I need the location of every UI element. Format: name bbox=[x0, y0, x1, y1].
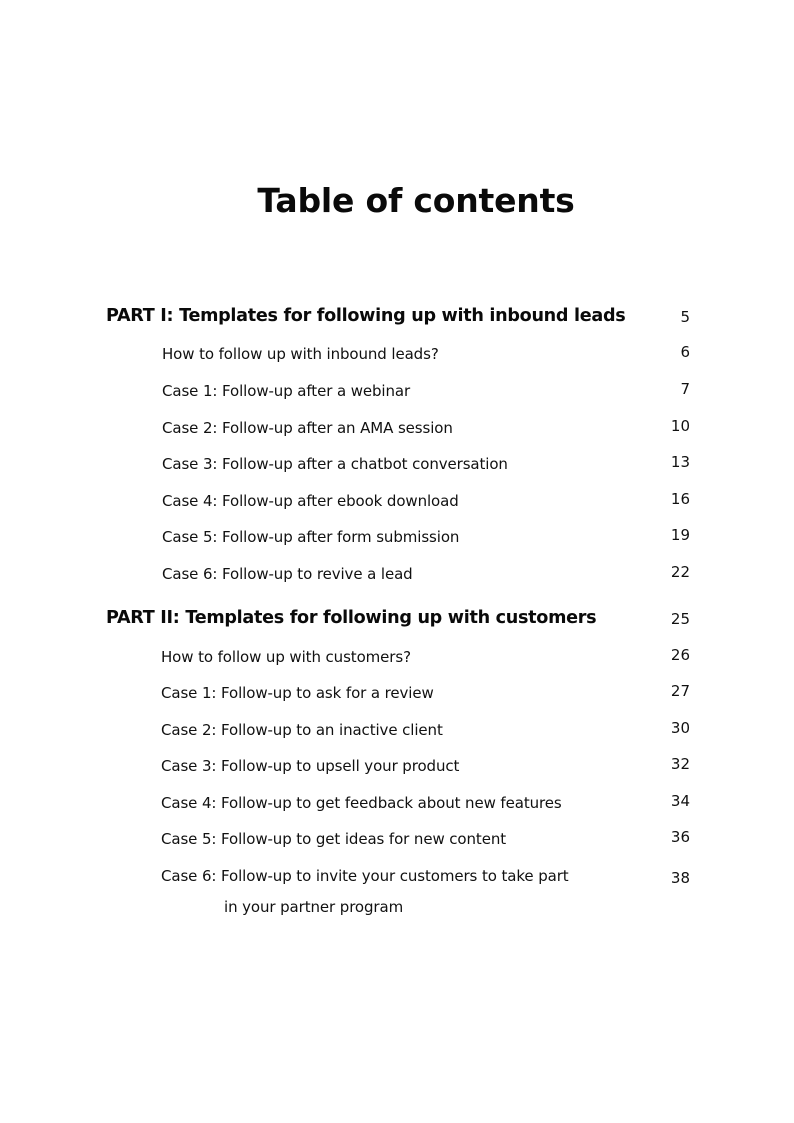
page-number: 16 bbox=[670, 490, 690, 508]
entry-label: Case 3: Follow-up to upsell your product bbox=[161, 757, 460, 775]
entry-label-continuation: in your partner program bbox=[224, 898, 404, 916]
entry-label: How to follow up with inbound leads? bbox=[162, 345, 439, 363]
toc-entry[interactable] bbox=[0, 721, 794, 751]
toc-entry[interactable] bbox=[0, 565, 794, 595]
toc-entry[interactable] bbox=[0, 382, 794, 412]
toc-entry[interactable] bbox=[0, 648, 794, 678]
page-number: 38 bbox=[670, 869, 690, 887]
toc-entry-continuation[interactable] bbox=[0, 898, 794, 928]
toc-entry[interactable] bbox=[0, 419, 794, 449]
entry-label: Case 4: Follow-up after ebook download bbox=[162, 492, 459, 510]
entry-label: Case 2: Follow-up after an AMA session bbox=[162, 419, 453, 437]
entry-label: Case 1: Follow-up after a webinar bbox=[162, 382, 411, 400]
page-number: 6 bbox=[680, 343, 690, 361]
page-number: 7 bbox=[680, 380, 690, 398]
page-number: 25 bbox=[670, 610, 690, 628]
page-number: 36 bbox=[670, 828, 690, 846]
entry-label: Case 5: Follow-up to get ideas for new content bbox=[161, 830, 507, 848]
entry-label: Case 6: Follow-up to invite your customers to take part bbox=[161, 867, 569, 885]
part-heading: PART I: Templates for following up with inbound leads bbox=[106, 306, 626, 326]
page-number: 27 bbox=[670, 682, 690, 700]
toc-entry[interactable] bbox=[0, 794, 794, 824]
page-title: Table of contents bbox=[257, 181, 575, 220]
entry-label: Case 2: Follow-up to an inactive client bbox=[161, 721, 443, 739]
toc-entry[interactable] bbox=[0, 492, 794, 522]
toc-entry[interactable] bbox=[0, 867, 794, 897]
entry-label: Case 6: Follow-up to revive a lead bbox=[162, 565, 413, 583]
entry-label: Case 1: Follow-up to ask for a review bbox=[161, 684, 434, 702]
page-number: 13 bbox=[670, 453, 690, 471]
page-number: 22 bbox=[670, 563, 690, 581]
toc-entry[interactable] bbox=[0, 345, 794, 375]
toc-entry[interactable] bbox=[0, 528, 794, 558]
page-number: 19 bbox=[670, 526, 690, 544]
entry-label: How to follow up with customers? bbox=[161, 648, 411, 666]
toc-entry[interactable] bbox=[0, 455, 794, 485]
toc-part-1[interactable] bbox=[0, 306, 794, 336]
page-number: 34 bbox=[670, 792, 690, 810]
page-number: 5 bbox=[680, 308, 690, 326]
page-number: 10 bbox=[670, 417, 690, 435]
toc-entry[interactable] bbox=[0, 684, 794, 714]
toc-entry[interactable] bbox=[0, 830, 794, 860]
toc-part-2[interactable] bbox=[0, 608, 794, 638]
entry-label: Case 4: Follow-up to get feedback about new features bbox=[161, 794, 562, 812]
page-number: 30 bbox=[670, 719, 690, 737]
page-number: 26 bbox=[670, 646, 690, 664]
page-number: 32 bbox=[670, 755, 690, 773]
entry-label: Case 5: Follow-up after form submission bbox=[162, 528, 460, 546]
entry-label: Case 3: Follow-up after a chatbot conversation bbox=[162, 455, 508, 473]
part-heading: PART II: Templates for following up with customers bbox=[106, 608, 597, 628]
toc-entry[interactable] bbox=[0, 757, 794, 787]
